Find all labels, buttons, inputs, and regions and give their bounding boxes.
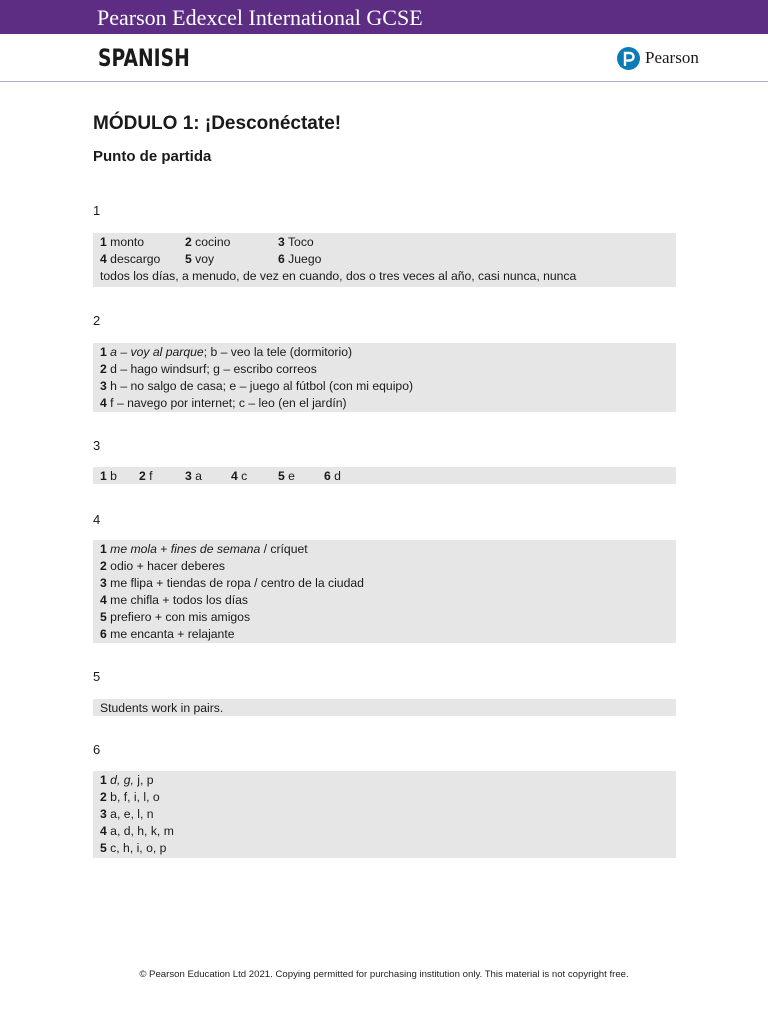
- subject-title: SPANISH: [98, 44, 190, 72]
- answer-box-5: [93, 699, 676, 716]
- answer-box-2: [93, 343, 676, 412]
- answer-item: 3 a: [185, 469, 202, 483]
- answer-box-1: [93, 233, 676, 287]
- banner-title: Pearson Edexcel International GCSE: [97, 5, 423, 30]
- answer-item: 5 e: [278, 469, 295, 483]
- answer-line: 2 b, f, i, l, o: [100, 790, 160, 804]
- answer-item: 5 voy: [185, 252, 215, 266]
- answer-item: 4 c: [231, 469, 248, 483]
- answer-line: Students work in pairs.: [100, 701, 224, 715]
- module-title: MÓDULO 1: ¡Desconéctate!: [93, 113, 342, 134]
- answer-line: 4 me chifla + todos los días: [100, 593, 249, 607]
- answer-line: 4 f – navego por internet; c – leo (en el jardín): [100, 396, 347, 410]
- answer-line: 5 prefiero + con mis amigos: [100, 610, 251, 624]
- answer-line: [100, 468, 669, 484]
- answer-line: 1 me mola + fines de semana / críquet: [100, 542, 308, 556]
- answer-line: 4 a, d, h, k, m: [100, 824, 174, 838]
- answer-item: 1 b: [100, 469, 117, 483]
- answer-line: 3 h – no salgo de casa; e – juego al fútbol (con mi equipo): [100, 379, 414, 393]
- answer-item: 2 cocino: [185, 235, 231, 249]
- answer-line: 2 d – hago windsurf; g – escribo correos: [100, 362, 317, 376]
- question-number-5: 5: [93, 669, 101, 684]
- answer-item: 1 monto: [100, 235, 145, 249]
- answer-line: 1 a – voy al parque; b – veo la tele (dormitorio): [100, 345, 353, 359]
- answer-box-3: [93, 467, 676, 484]
- answer-box-4: [93, 540, 676, 643]
- answer-item: 4 descargo: [100, 252, 161, 266]
- answer-item: 2 f: [139, 469, 153, 483]
- section-title: Punto de partida: [93, 148, 212, 165]
- copyright-footer: © Pearson Education Ltd 2021. Copying permitted for purchasing institution only. This material is not copyright free.: [139, 969, 629, 980]
- answer-item: 3 Toco: [278, 235, 314, 249]
- question-number-1: 1: [93, 203, 101, 218]
- answer-line: todos los días, a menudo, de vez en cuando, dos o tres veces al año, casi nunca, nunca: [100, 269, 577, 283]
- answer-item: 6 Juego: [278, 252, 322, 266]
- answer-line: 5 c, h, i, o, p: [100, 841, 167, 855]
- question-number-4: 4: [93, 512, 101, 527]
- answer-line: 6 me encanta + relajante: [100, 627, 235, 641]
- answer-line: [100, 251, 669, 268]
- question-number-3: 3: [93, 438, 101, 453]
- pearson-logo-text: Pearson: [645, 48, 699, 67]
- question-number-2: 2: [93, 313, 101, 328]
- answer-item: 6 d: [324, 469, 341, 483]
- header-divider: [0, 81, 768, 82]
- answer-box-6: [93, 771, 676, 858]
- answer-line: 2 odio + hacer deberes: [100, 559, 226, 573]
- answer-line: 3 me flipa + tiendas de ropa / centro de la ciudad: [100, 576, 364, 590]
- pearson-logo: [617, 45, 699, 71]
- answer-line: 3 a, e, l, n: [100, 807, 154, 821]
- answer-line: 1 d, g, j, p: [100, 773, 154, 787]
- header-banner: [0, 0, 768, 34]
- question-number-6: 6: [93, 742, 101, 757]
- answer-line: [100, 234, 669, 251]
- pearson-logo-icon: [617, 47, 640, 70]
